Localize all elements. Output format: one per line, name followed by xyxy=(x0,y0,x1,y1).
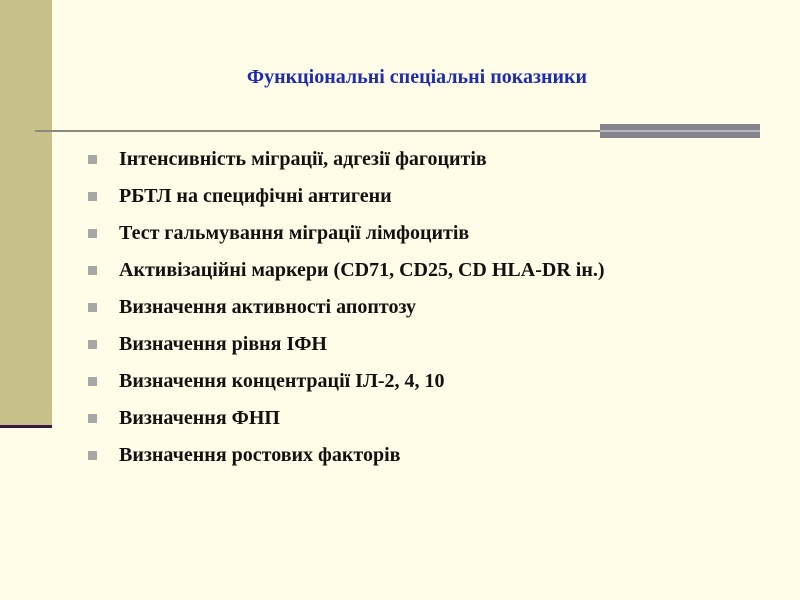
bullet-text: Тест гальмування міграції лімфоцитів xyxy=(119,222,470,244)
square-bullet-icon xyxy=(88,192,97,201)
bullet-item xyxy=(88,183,748,210)
bullet-text: Визначення ростових факторів xyxy=(119,444,401,466)
square-bullet-icon xyxy=(88,340,97,349)
square-bullet-icon xyxy=(88,451,97,460)
title-divider-block-highlight xyxy=(600,130,760,132)
square-bullet-icon xyxy=(88,377,97,386)
bullet-text: Активізаційні маркери (CD71, CD25, CD HLA-DR ін.) xyxy=(119,259,605,281)
bullet-text: Визначення ФНП xyxy=(119,407,280,429)
square-bullet-icon xyxy=(88,303,97,312)
bullet-text: Визначення рівня ІФН xyxy=(119,333,327,355)
slide-title: Функціональні спеціальні показники xyxy=(246,66,588,88)
bullet-item xyxy=(88,368,748,395)
bullet-item xyxy=(88,405,748,432)
square-bullet-icon xyxy=(88,414,97,423)
bullet-item xyxy=(88,442,748,469)
bullet-list xyxy=(88,146,748,479)
bullet-item xyxy=(88,146,748,173)
square-bullet-icon xyxy=(88,266,97,275)
bullet-text: РБТЛ на специфічні антигени xyxy=(119,185,392,207)
left-decorative-band xyxy=(0,0,52,425)
bullet-item xyxy=(88,257,748,284)
bullet-text: Визначення активності апоптозу xyxy=(119,296,417,318)
title-divider-line xyxy=(35,130,600,132)
bullet-text: Інтенсивність міграції, адгезії фагоцитів xyxy=(119,148,487,170)
bullet-text: Визначення концентрації ІЛ-2, 4, 10 xyxy=(119,370,445,392)
bullet-item xyxy=(88,294,748,321)
bullet-item xyxy=(88,220,748,247)
square-bullet-icon xyxy=(88,155,97,164)
square-bullet-icon xyxy=(88,229,97,238)
left-band-rule xyxy=(0,425,52,428)
bullet-item xyxy=(88,331,748,358)
